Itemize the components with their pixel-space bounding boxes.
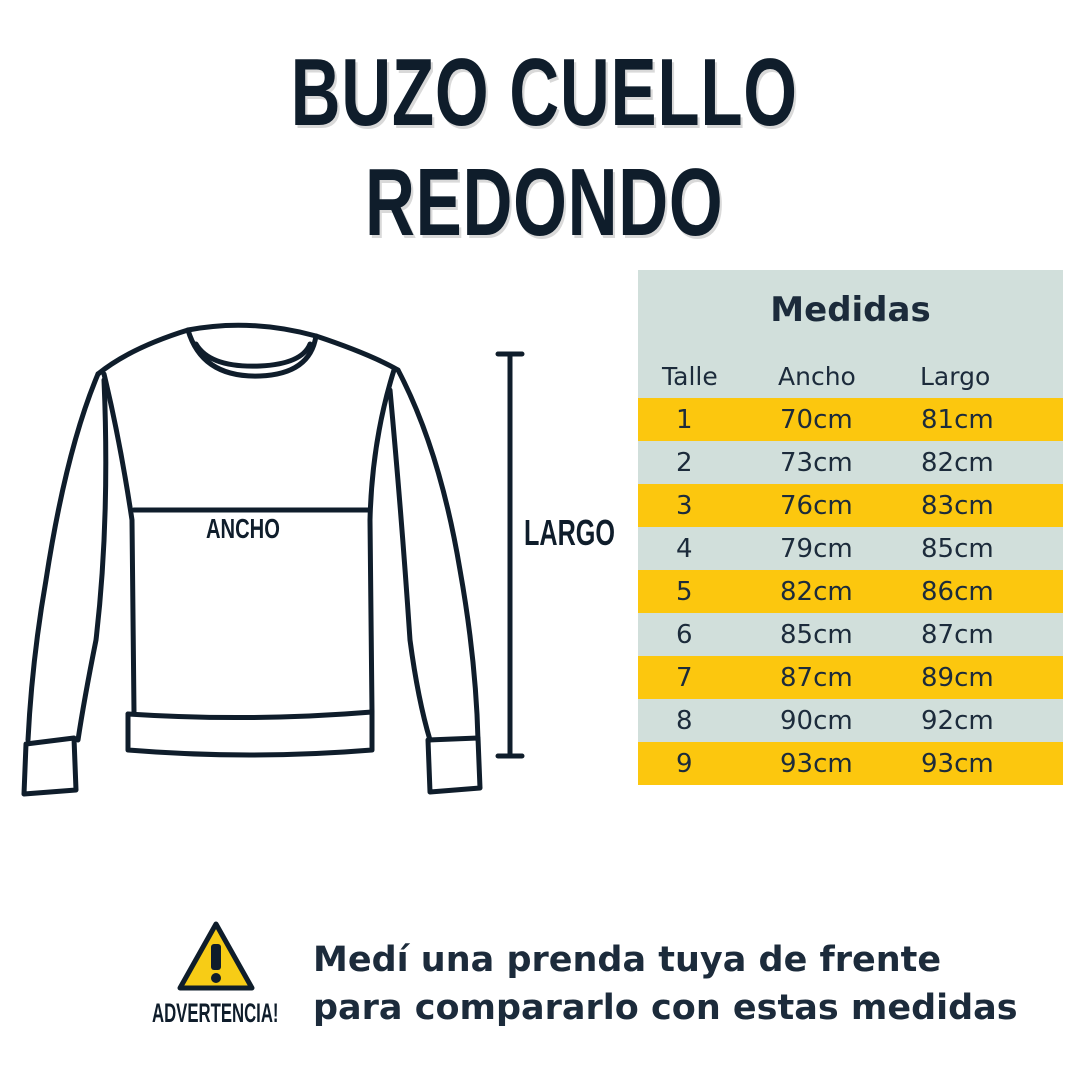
table-title: Medidas [770, 290, 931, 330]
cell-largo: 92cm [921, 706, 994, 736]
cell-largo: 89cm [921, 663, 994, 693]
column-header-ancho: Ancho [778, 362, 856, 391]
warning-triangle-icon [176, 920, 256, 992]
sweater-diagram [10, 320, 490, 800]
cell-ancho: 90cm [780, 706, 853, 736]
largo-label: LARGO [524, 512, 615, 553]
cell-talle: 5 [676, 577, 693, 607]
cell-talle: 8 [676, 706, 693, 736]
cell-largo: 86cm [921, 577, 994, 607]
cell-talle: 1 [676, 405, 693, 435]
cell-ancho: 79cm [780, 534, 853, 564]
page-title: BUZO CUELLO REDONDO [290, 39, 798, 256]
cell-largo: 81cm [921, 405, 994, 435]
table-row [638, 441, 1063, 484]
table-row [638, 398, 1063, 441]
cell-ancho: 85cm [780, 620, 853, 650]
cell-largo: 87cm [921, 620, 994, 650]
table-header-row [638, 358, 1063, 398]
size-table [638, 270, 1063, 782]
cell-largo: 82cm [921, 448, 994, 478]
warning-label: ADVERTENCIA! [152, 998, 279, 1028]
cell-ancho: 70cm [780, 405, 853, 435]
cell-largo: 85cm [921, 534, 994, 564]
cell-talle: 3 [676, 491, 693, 521]
cell-talle: 9 [676, 749, 693, 779]
warning-note [313, 936, 1053, 1032]
table-row [638, 613, 1063, 656]
cell-ancho: 82cm [780, 577, 853, 607]
table-row [638, 484, 1063, 527]
warning-note-line-2: para compararlo con estas medidas [313, 988, 1018, 1028]
cell-talle: 7 [676, 663, 693, 693]
table-row [638, 656, 1063, 699]
ancho-label: ANCHO [206, 513, 280, 544]
cell-ancho: 93cm [780, 749, 853, 779]
cell-ancho: 73cm [780, 448, 853, 478]
column-header-largo: Largo [920, 362, 991, 391]
table-row [638, 570, 1063, 613]
largo-measure-bar [490, 350, 530, 760]
warning-note-line-1: Medí una prenda tuya de frente [313, 940, 942, 980]
cell-talle: 2 [676, 448, 693, 478]
table-row [638, 699, 1063, 742]
cell-talle: 6 [676, 620, 693, 650]
table-row [638, 742, 1063, 785]
cell-ancho: 87cm [780, 663, 853, 693]
cell-largo: 93cm [921, 749, 994, 779]
cell-talle: 4 [676, 534, 693, 564]
cell-ancho: 76cm [780, 491, 853, 521]
cell-largo: 83cm [921, 491, 994, 521]
table-row [638, 527, 1063, 570]
table-body [638, 398, 1063, 785]
column-header-talle: Talle [662, 362, 718, 391]
